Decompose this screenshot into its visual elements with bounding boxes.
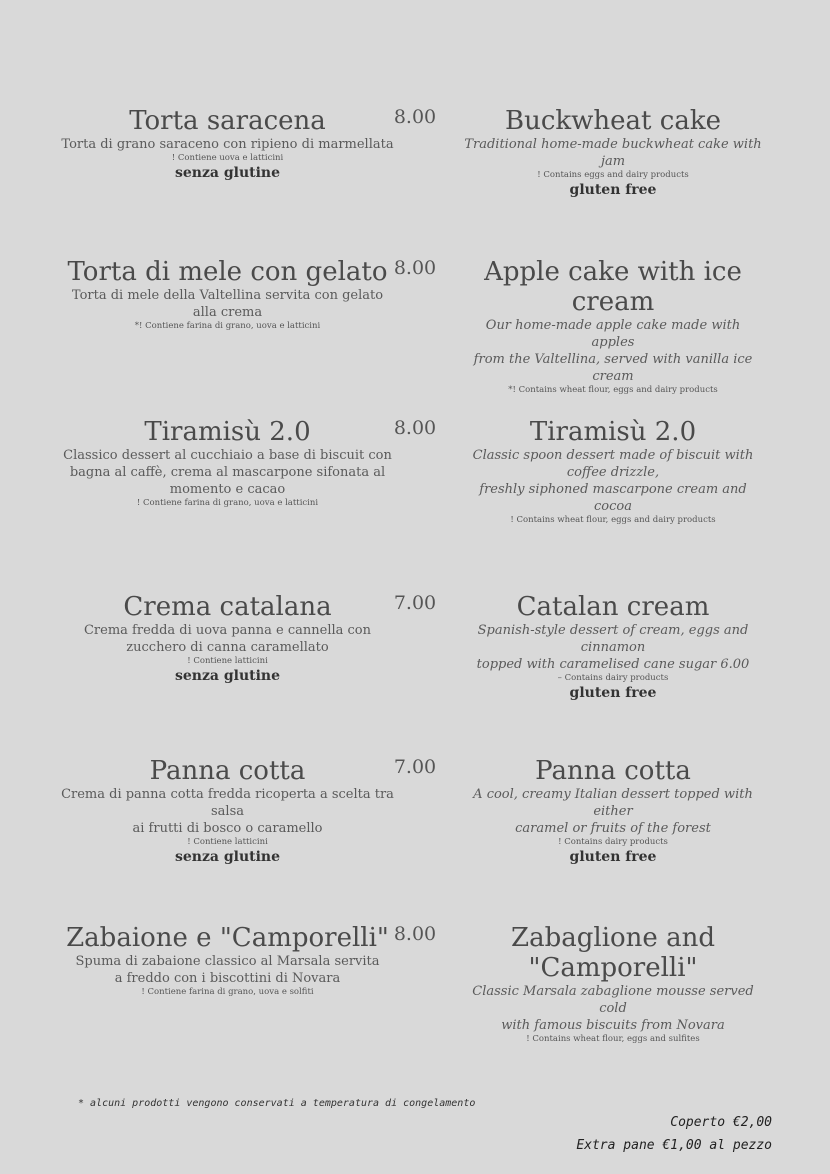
dish-description: Our home-made apple cake made with apples	[485, 318, 741, 350]
gluten-free-label: gluten free	[569, 182, 657, 198]
allergen-note: ! Contains eggs and dairy products	[537, 170, 689, 180]
dish-title: Tiramisù 2.0	[529, 417, 697, 447]
allergen-note: *! Contiene farina di grano, uova e latticini	[134, 321, 321, 331]
price: 8.00	[393, 417, 437, 439]
allergen-note: ! Contiene uova e latticini	[171, 153, 284, 163]
gluten-free-label: gluten free	[569, 685, 657, 701]
dish-description: freshly siphoned mascarpone cream and cocoa	[479, 482, 747, 514]
item-it	[50, 592, 405, 685]
dish-description: ai frutti di bosco o caramello	[132, 821, 323, 836]
item-it	[50, 257, 405, 332]
dish-title: Torta saracena	[129, 106, 326, 136]
item-en	[463, 923, 763, 1045]
allergen-note: *! Contains wheat flour, eggs and dairy products	[508, 385, 718, 395]
item-en	[463, 592, 763, 702]
dish-description: Classic Marsala zabaglione mousse served cold	[472, 984, 754, 1016]
gluten-free-label: senza glutine	[174, 849, 281, 865]
dish-description: Crema fredda di uova panna e cannella con	[83, 623, 372, 638]
dish-description: Classic spoon dessert made of biscuit with coffee drizzle,	[472, 448, 754, 480]
allergen-note: ! Contiene latticini	[187, 656, 268, 666]
price: 8.00	[393, 106, 437, 128]
dish-description: from the Valtellina, served with vanilla ice cream	[473, 352, 753, 384]
item-it	[50, 417, 405, 509]
dish-description: Crema di panna cotta fredda ricoperta a scelta tra salsa	[61, 787, 394, 819]
item-it	[50, 923, 405, 998]
item-it	[50, 106, 405, 182]
allergen-note: – Contains dairy products	[557, 673, 669, 683]
price: 7.00	[393, 592, 437, 614]
dish-title: Buckwheat cake	[505, 106, 721, 136]
price: 8.00	[393, 923, 437, 945]
dish-title: Catalan cream	[516, 592, 710, 622]
item-en	[463, 756, 763, 866]
dish-description: caramel or fruits of the forest	[515, 821, 711, 836]
allergen-note: ! Contiene farina di grano, uova e solfiti	[141, 987, 314, 997]
extra-bread-charge: Extra pane €1,00 al pezzo	[576, 1138, 772, 1153]
dish-description: Torta di mele della Valtellina servita con gelato	[71, 288, 384, 303]
allergen-note: ! Contiene farina di grano, uova e latticini	[136, 498, 319, 508]
dish-description: a freddo con i biscottini di Novara	[114, 971, 341, 986]
dish-description: alla crema	[192, 305, 263, 320]
dish-description: Torta di grano saraceno con ripieno di marmellata	[61, 137, 394, 152]
allergen-note: ! Contiene latticini	[187, 837, 268, 847]
item-en	[463, 417, 763, 526]
dish-description: momento e cacao	[169, 482, 286, 497]
dish-title: Panna cotta	[149, 756, 306, 786]
dish-title: Panna cotta	[535, 756, 691, 786]
dish-description: Classico dessert al cucchiaio a base di biscuit con	[63, 448, 392, 463]
dish-title: Zabaione e "Camporelli"	[66, 923, 389, 953]
dish-description: Spuma di zabaione classico al Marsala servita	[75, 954, 380, 969]
dish-title: Apple cake with ice cream	[484, 257, 742, 317]
dish-description: topped with caramelised cane sugar 6.00	[476, 657, 750, 672]
gluten-free-label: senza glutine	[174, 165, 281, 181]
dish-title: Crema catalana	[123, 592, 332, 622]
price: 8.00	[393, 257, 437, 279]
dish-description: with famous biscuits from Novara	[501, 1018, 725, 1033]
dish-description: zucchero di canna caramellato	[126, 640, 329, 655]
allergen-note: ! Contains wheat flour, eggs and dairy products	[510, 515, 716, 525]
item-en	[463, 106, 763, 199]
gluten-free-label: senza glutine	[174, 668, 281, 684]
allergen-note: ! Contains wheat flour, eggs and sulfites	[526, 1034, 700, 1044]
dish-description: Traditional home-made buckwheat cake with jam	[464, 137, 762, 169]
gluten-free-label: gluten free	[569, 849, 657, 865]
cover-charge: Coperto €2,00	[670, 1115, 772, 1130]
dish-description: A cool, creamy Italian dessert topped with either	[473, 787, 753, 819]
dish-description: bagna al caffè, crema al mascarpone sifonata al	[69, 465, 386, 480]
dish-title: Torta di mele con gelato	[67, 257, 388, 287]
price: 7.00	[393, 756, 437, 778]
freezing-footnote: * alcuni prodotti vengono conservati a temperatura di congelamento	[78, 1098, 476, 1109]
item-en	[463, 257, 763, 396]
dish-title: Zabaglione and "Camporelli"	[511, 923, 715, 983]
dish-description: Spanish-style dessert of cream, eggs and cinnamon	[477, 623, 749, 655]
dish-title: Tiramisù 2.0	[144, 417, 311, 447]
item-it	[50, 756, 405, 866]
allergen-note: ! Contains dairy products	[558, 837, 668, 847]
